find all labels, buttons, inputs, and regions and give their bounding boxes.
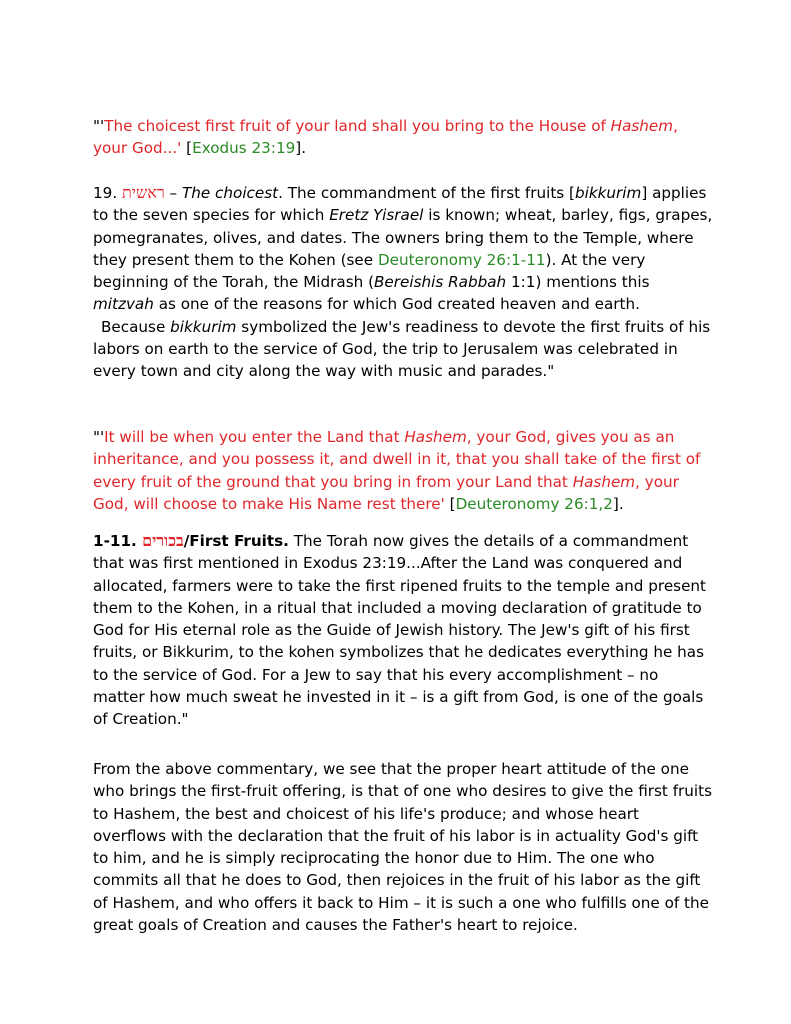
scripture-reference: Deuteronomy 26:1-11 — [377, 250, 546, 269]
commentary-paragraph: 19. ראשית – The choicest. The commandment of the first fruits [bikkurim] applies to the seven species for which Eretz Yisrael is known; wheat, barley, figs, grapes, pomegranates, olives, and dates. The owners bring them to the Temple, where they present them to the Kohen (see Deuteronomy 26:1-11). At the very beginning of the Torah, the Midrash (Bereishis Rabbah 1:1) mentions this mitzvah as one of the reasons for which God created heaven and earth. — [93, 183, 713, 314]
commentary-choicest — [93, 182, 713, 383]
quote-open-mark: "' — [93, 117, 105, 135]
quote-open-mark: "' — [93, 428, 105, 446]
quote-text: The choicest first fruit of your land shall you bring to the House of Hashem, your God...' — [93, 117, 678, 158]
hebrew-term: בכורים — [142, 531, 184, 550]
commentary-first-fruits: 1-11. בכורים/First Fruits. The Torah now gives the details of a commandment that was first mentioned in Exodus 23:19...After the Land was conquered and allocated, farmers were to take the first ripened fruits to the temple and present them to the Kohen, in a ritual that included a moving declaration of gratitude to God for His eternal role as the Guide of Jewish history. The Jew's gift of his first fruits, or Bikkurim, to the kohen symbolizes that he dedicates everything he has to the service of God. For a Jew to say that his every accomplishment – no matter how much sweat he invested in it – is a gift from God, is one of the goals of Creation." — [93, 531, 707, 729]
quote-exodus: "'The choicest first fruit of your land shall you bring to the House of Hashem, your God...' [Exodus 23:19]. — [93, 117, 678, 158]
scripture-reference: Deuteronomy 26:1,2 — [455, 494, 613, 513]
hebrew-term: ראשית — [121, 183, 165, 202]
conclusion-paragraph: From the above commentary, we see that the proper heart attitude of the one who brings the first-fruit offering, is that of one who desires to give the first fruits to Hashem, the best and choicest of his life's produce; and whose heart overflows with the declaration that the fruit of his labor is in actuality God's gift to him, and he is simply reciprocating the honor due to Him. The one who commits all that he does to God, then rejoices in the fruit of his labor as the gift of Hashem, and who offers it back to Him – it is such a one who fulfills one of the great goals of Creation and causes the Father's heart to rejoice. — [93, 760, 713, 935]
lemma: The choicest — [181, 184, 279, 202]
quote-text: It will be when you enter the Land that Hashem, your God, gives you as an inheritance, and you possess it, and dwell in it, that you shall take of the first of every fruit of the ground that you bring in from your Land that Hashem, your God, will choose to make His Name rest there' — [93, 428, 701, 513]
quote-deuteronomy: "'It will be when you enter the Land that Hashem, your God, gives you as an inheritance, and you possess it, and dwell in it, that you shall take of the first of every fruit of the ground that you bring in from your Land that Hashem, your God, will choose to make His Name rest there' [Deuteronomy 26:1,2]. — [93, 428, 701, 513]
lemma: /First Fruits. — [183, 532, 289, 550]
scripture-reference: Exodus 23:19 — [192, 139, 296, 158]
commentary-paragraph: Because bikkurim symbolized the Jew's readiness to devote the first fruits of his labors on earth to the service of God, the trip to Jerusalem was celebrated in every town and city along the way with music and parades." — [93, 317, 711, 381]
